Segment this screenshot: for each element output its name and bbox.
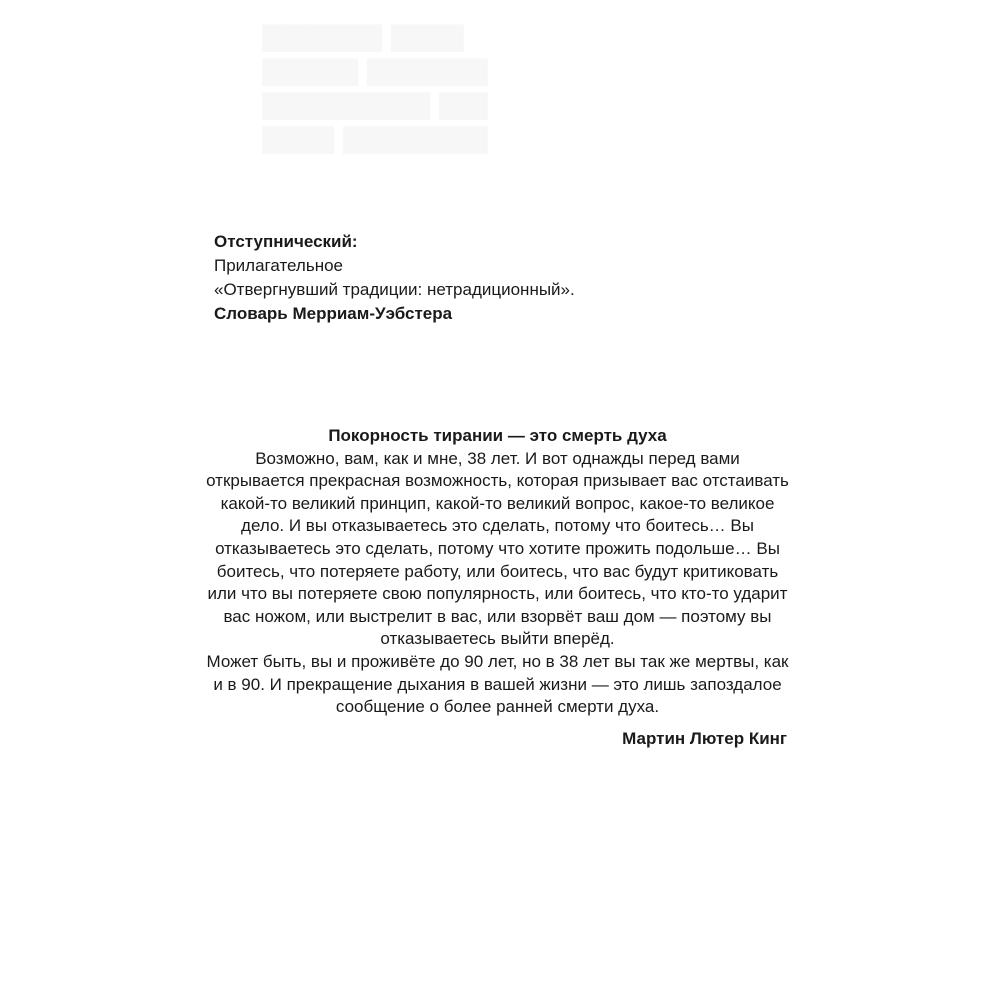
quote-line: сообщение о более ранней смерти духа. bbox=[335, 697, 660, 717]
quote-title: Покорность тирании — это смерть духа bbox=[328, 426, 667, 445]
quote-line: и в 90. И прекращение дыхания в вашей жизни — это лишь запоздалое bbox=[213, 674, 782, 694]
dictionary-definition bbox=[214, 230, 774, 326]
quote-author: Мартин Лютер Кинг bbox=[622, 729, 787, 748]
quote-line: отказываетесь это сделать, потому что хотите прожить подольше… Вы bbox=[215, 538, 780, 558]
definition-meaning: «Отвергнувший традиции: нетрадиционный». bbox=[214, 280, 575, 299]
quote-line: открывается прекрасная возможность, которая призывает вас отстаивать bbox=[206, 471, 789, 491]
quote-line: или что вы потеряете свою популярность, или боитесь, что кто-то ударит bbox=[207, 584, 788, 604]
quote-line: дело. И вы отказываетесь это сделать, потому что боитесь… Вы bbox=[241, 516, 754, 536]
quote-line: боитесь, что потеряете работу, или боитесь, что вас будут критиковать bbox=[216, 561, 779, 581]
definition-source: Словарь Мерриам-Уэбстера bbox=[214, 304, 453, 323]
quote-line: Возможно, вам, как и мне, 38 лет. И вот однажды перед вами bbox=[255, 448, 740, 468]
quote-line: Может быть, вы и проживёте до 90 лет, но в 38 лет вы так же мертвы, как bbox=[206, 651, 789, 671]
quote-line: какой-то великий принцип, какой-то великий вопрос, какое-то великое bbox=[220, 493, 775, 513]
bleed-through-text: ▆▆▆▆▆ ▆▆▆ ▆▆▆▆ ▆▆▆▆▆ ▆▆▆▆▆▆▆ ▆▆ ▆▆▆ ▆▆▆▆▆▆ bbox=[262, 18, 488, 153]
quote-line: отказываетесь выйти вперёд. bbox=[380, 629, 615, 649]
part-of-speech: Прилагательное bbox=[214, 256, 344, 275]
definition-term: Отступнический: bbox=[214, 232, 358, 251]
quote-block bbox=[205, 425, 790, 719]
quote-line: вас ножом, или выстрелит в вас, или взорвёт ваш дом — поэтому вы bbox=[223, 606, 772, 626]
